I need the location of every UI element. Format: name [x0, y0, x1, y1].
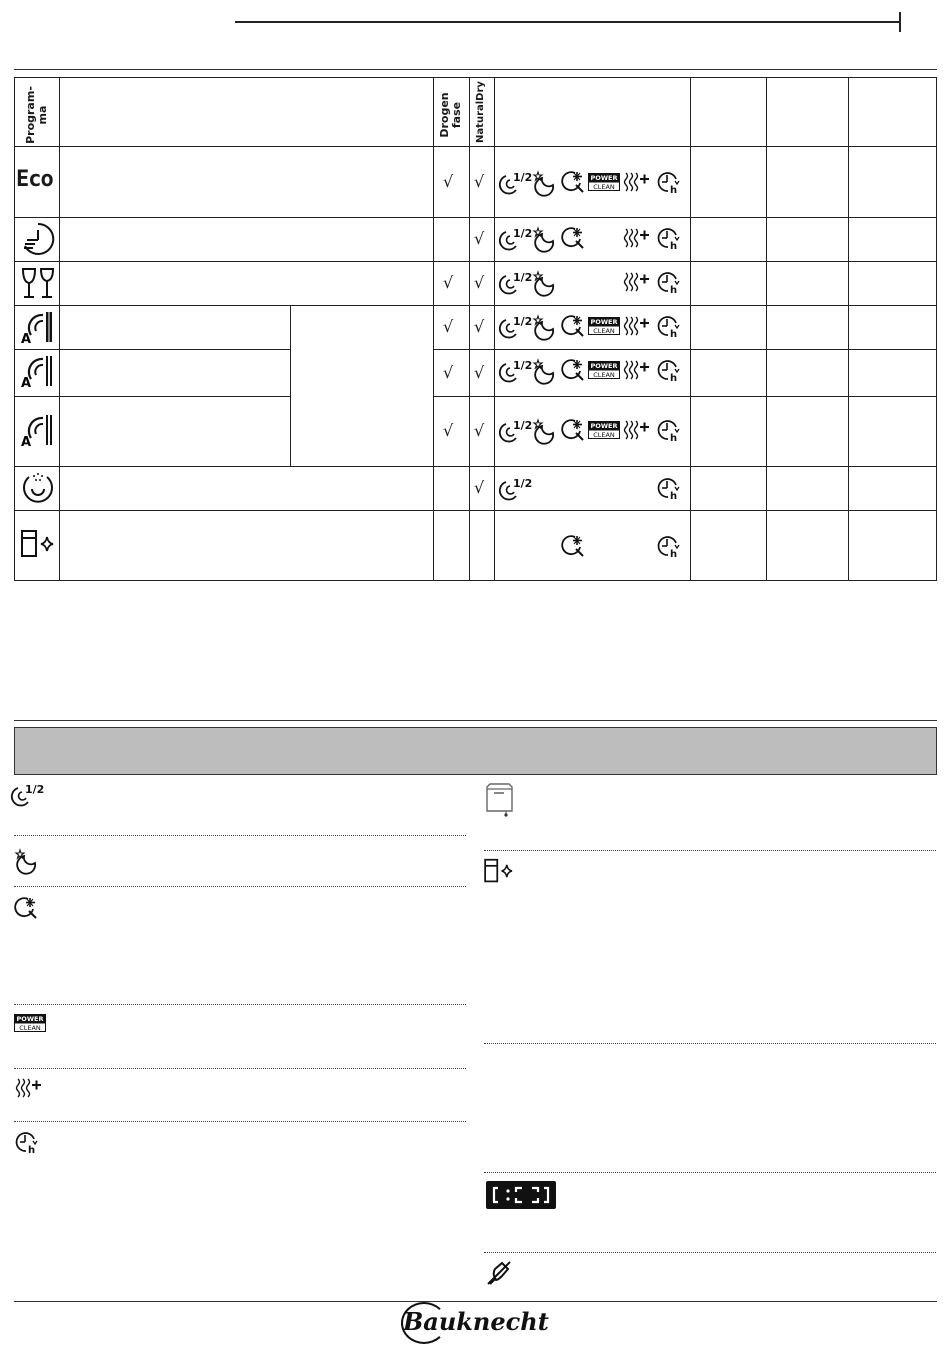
svg-text:CLEAN: CLEAN — [593, 327, 615, 335]
sanitize-icon — [484, 858, 514, 884]
drying-check: √ — [443, 273, 454, 292]
delay-option-icon — [656, 476, 680, 504]
natural-dry-check: √ — [474, 172, 485, 191]
header-natural-dry: NaturalDry — [475, 81, 486, 143]
row-line — [433, 396, 936, 397]
delay-option-icon — [656, 534, 680, 562]
turbo-zone-option-icon — [561, 534, 585, 562]
natural-dry-check: √ — [474, 421, 485, 440]
extra-dry-option-icon — [622, 358, 650, 386]
legend-extra-dry-icon — [14, 1076, 42, 1104]
svg-text:1/2: 1/2 — [513, 171, 533, 184]
legend-separator — [484, 1252, 936, 1253]
svg-text:CLEAN: CLEAN — [593, 431, 615, 439]
delay-option-icon — [656, 358, 680, 386]
svg-text:h: h — [670, 491, 678, 502]
footer-rule — [14, 1301, 937, 1302]
turbo-zone-option-icon — [561, 358, 585, 386]
power-clean-option-icon — [588, 317, 620, 339]
svg-text:1/2: 1/2 — [513, 477, 533, 490]
delay-option-icon — [656, 170, 680, 198]
svg-text:CLEAN: CLEAN — [593, 371, 615, 379]
half-load-option-icon — [502, 358, 533, 386]
half-load-option-icon — [502, 226, 533, 254]
natural-dry-check: √ — [474, 478, 485, 497]
row-line — [14, 305, 936, 306]
legend-separator — [484, 1043, 936, 1044]
row-line — [433, 349, 936, 350]
sanitize-program-icon — [21, 529, 55, 559]
col-line — [690, 77, 691, 581]
svg-text:h: h — [670, 241, 678, 252]
row-line — [14, 510, 936, 511]
half-load-option-icon — [502, 418, 533, 446]
extra-dry-option-icon — [622, 170, 650, 198]
col-line — [848, 77, 849, 581]
daily-program-icon — [21, 222, 55, 256]
legend-delay-icon — [14, 1130, 38, 1158]
delay-option-icon — [656, 270, 680, 298]
row-line — [14, 146, 936, 147]
header-drogen-fase: Drogen fase — [438, 92, 463, 138]
svg-text:A: A — [21, 376, 32, 391]
svg-text:h: h — [670, 185, 678, 196]
row-line — [14, 466, 936, 467]
svg-text:POWER: POWER — [590, 174, 618, 182]
night-option-icon — [532, 270, 556, 298]
natural-dry-check: √ — [474, 363, 485, 382]
power-clean-option-icon — [588, 173, 620, 195]
legend-separator — [14, 886, 466, 887]
delay-option-icon — [656, 226, 680, 254]
legend-separator — [14, 1068, 466, 1069]
delay-option-icon — [656, 314, 680, 342]
svg-text:POWER: POWER — [590, 318, 618, 326]
col-line — [433, 77, 434, 581]
svg-text:POWER: POWER — [590, 362, 618, 370]
legend-separator — [14, 1121, 466, 1122]
section-rule — [14, 720, 937, 721]
extra-dry-option-icon — [622, 226, 650, 254]
auto-program-icon — [19, 412, 57, 448]
drying-check: √ — [443, 317, 454, 336]
half-load-option-icon — [502, 476, 533, 504]
table-border-left — [14, 77, 15, 581]
svg-text:CLEAN: CLEAN — [593, 183, 615, 191]
col-line — [59, 77, 60, 581]
svg-text:h: h — [670, 329, 678, 340]
drying-check: √ — [443, 421, 454, 440]
legend-power-clean-icon — [14, 1014, 46, 1036]
turbo-zone-option-icon — [561, 418, 585, 446]
dishwasher-icon — [484, 783, 514, 817]
svg-text:1/2: 1/2 — [513, 227, 533, 240]
night-option-icon — [532, 358, 556, 386]
svg-text:A: A — [21, 435, 32, 450]
svg-text:1/2: 1/2 — [25, 783, 45, 796]
row-line — [14, 396, 290, 397]
legend-turbo-zone-icon — [14, 896, 38, 924]
col-line — [494, 77, 495, 581]
natural-dry-check: √ — [474, 229, 485, 248]
legend-separator — [14, 1004, 466, 1005]
svg-text:h: h — [670, 285, 678, 296]
extra-dry-option-icon — [622, 418, 650, 446]
row-line — [14, 217, 936, 218]
legend-header-bar — [14, 727, 937, 775]
svg-text:CLEAN: CLEAN — [19, 1024, 41, 1032]
table-border-bottom — [14, 580, 936, 581]
natural-dry-check: √ — [474, 317, 485, 336]
night-option-icon — [532, 418, 556, 446]
power-clean-option-icon — [588, 361, 620, 383]
night-option-icon — [532, 314, 556, 342]
section-rule — [14, 69, 937, 70]
night-option-icon — [532, 226, 556, 254]
extra-dry-option-icon — [622, 314, 650, 342]
col-line — [766, 77, 767, 581]
night-option-icon — [532, 170, 556, 198]
legend-night-icon — [14, 848, 38, 876]
svg-text:POWER: POWER — [16, 1015, 44, 1023]
natural-dry-check: √ — [474, 273, 485, 292]
row-line — [14, 261, 936, 262]
svg-text:h: h — [670, 549, 678, 560]
col-line — [290, 306, 291, 466]
legend-separator — [484, 1172, 936, 1173]
turbo-zone-option-icon — [561, 226, 585, 254]
row-line — [14, 349, 290, 350]
brand-logo: Bauknecht — [403, 1307, 549, 1336]
svg-text:1/2: 1/2 — [513, 419, 533, 432]
drying-check: √ — [443, 172, 454, 191]
header-programma: Program- ma — [24, 86, 49, 144]
svg-text:1/2: 1/2 — [513, 271, 533, 284]
legend-separator — [484, 850, 936, 851]
extra-dry-option-icon — [622, 270, 650, 298]
top-rule-tick — [899, 12, 901, 32]
legend-half-load-icon — [14, 782, 45, 810]
no-plug-icon — [486, 1260, 512, 1286]
half-load-option-icon — [502, 170, 533, 198]
svg-text:h: h — [670, 433, 678, 444]
half-load-option-icon — [502, 314, 533, 342]
auto-program-icon — [19, 353, 57, 389]
glass-program-icon — [20, 266, 56, 300]
auto-program-icon — [19, 309, 57, 345]
drying-check: √ — [443, 363, 454, 382]
turbo-zone-option-icon — [561, 170, 585, 198]
col-line — [469, 77, 470, 581]
svg-text:1/2: 1/2 — [513, 315, 533, 328]
svg-text:h: h — [28, 1145, 36, 1156]
top-rule — [235, 21, 901, 23]
eco-label: Eco — [16, 167, 53, 192]
delay-option-icon — [656, 418, 680, 446]
half-load-option-icon — [502, 270, 533, 298]
svg-text:1/2: 1/2 — [513, 359, 533, 372]
legend-separator — [14, 835, 466, 836]
rinse-program-icon — [21, 471, 55, 505]
svg-text:A: A — [21, 332, 32, 347]
table-border-right — [936, 77, 937, 581]
svg-text:POWER: POWER — [590, 422, 618, 430]
power-clean-option-icon — [588, 421, 620, 443]
display-error-icon — [486, 1181, 556, 1209]
svg-text:h: h — [670, 373, 678, 384]
turbo-zone-option-icon — [561, 314, 585, 342]
